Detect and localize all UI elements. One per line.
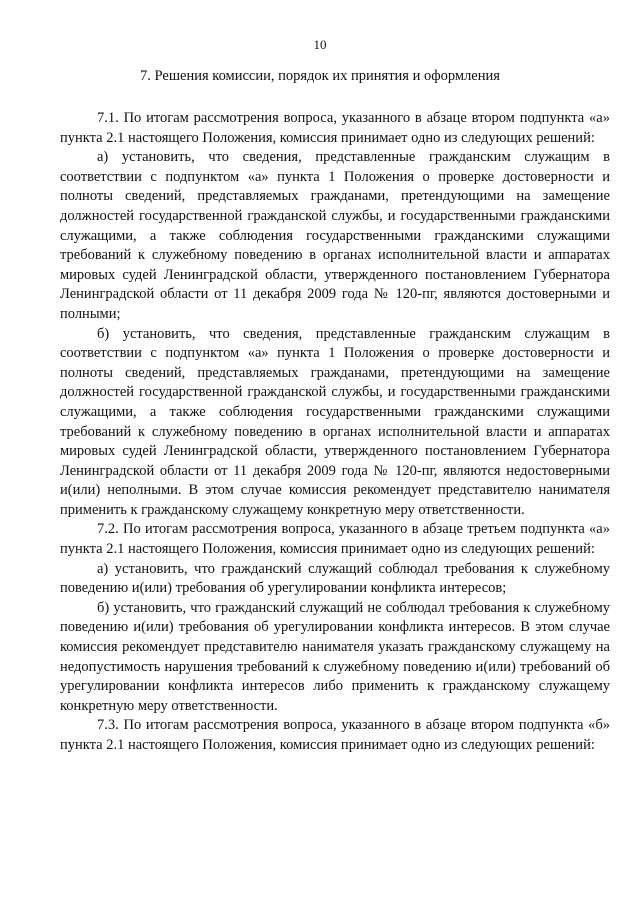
paragraph-7-1-a: а) установить, что сведения, представленные гражданским служащим в соответствии с подпунктом «а» пункта 1 Положения о проверке достоверности и полноты сведений, представляемых гражданами, претендующими на замещение должностей государственной гражданской службы, и государственными гражданскими служащими, а также соблюдения государственными гражданскими служащими требований к служебному поведению в органах исполнительной власти и аппаратах мировых судей Ленинградской области, утвержденного постановлением Губернатора Ленинградской области от 11 декабря 2009 года № 120-пг, являются достоверными и полными; bbox=[60, 149, 610, 322]
paragraph-7-3: 7.3. По итогам рассмотрения вопроса, указанного в абзаце втором подпункта «б» пункта 2.1 настоящего Положения, комиссия принимает одно из следующих решений: bbox=[60, 717, 610, 753]
paragraph-7-2-a: а) установить, что гражданский служащий соблюдал требования к служебному поведению и(или) требования об урегулировании конфликта интересов; bbox=[60, 560, 610, 597]
paragraph-7-2-b: б) установить, что гражданский служащий не соблюдал требования к служебному поведению и(или) требования об урегулировании конфликта интересов. В этом случае комиссия рекомендует представителю нанимателя указать гражданскому служащему на недопустимость нарушения требований к служебному поведению и(или) требований об урегулировании конфликта интересов либо применить к гражданскому служащему конкретную меру ответственности. bbox=[60, 599, 610, 714]
paragraph-7-1: 7.1. По итогам рассмотрения вопроса, указанного в абзаце втором подпункта «а» пункта 2.1 настоящего Положения, комиссия принимает одно из следующих решений: bbox=[60, 110, 610, 146]
section-title: 7. Решения комиссии, порядок их принятия и оформления bbox=[140, 68, 500, 84]
paragraph-7-2: 7.2. По итогам рассмотрения вопроса, указанного в абзаце третьем подпункта «а» пункта 2.1 настоящего Положения, комиссия принимает одно из следующих решений: bbox=[60, 521, 610, 558]
paragraph-7-1-b: б) установить, что сведения, представленные гражданским служащим в соответствии с подпунктом «а» пункта 1 Положения о проверке достоверности и полноты сведений, представляемых гражданами, претендующими на замещение должностей государственной гражданской службы, и государственными гражданскими служащими, а также соблюдения государственными гражданскими служащими требований к служебному поведению в органах исполнительной власти и аппаратах мировых судей Ленинградской области, утвержденного постановлением Губернатора Ленинградской области от 11 декабря 2009 года № 120-пг, являются недостоверными и(или) неполными. В этом случае комиссия рекомендует представителю нанимателя применить к гражданскому служащему конкретную меру ответственности. bbox=[60, 325, 610, 518]
document-body bbox=[60, 109, 610, 756]
page-number: 10 bbox=[313, 37, 327, 52]
